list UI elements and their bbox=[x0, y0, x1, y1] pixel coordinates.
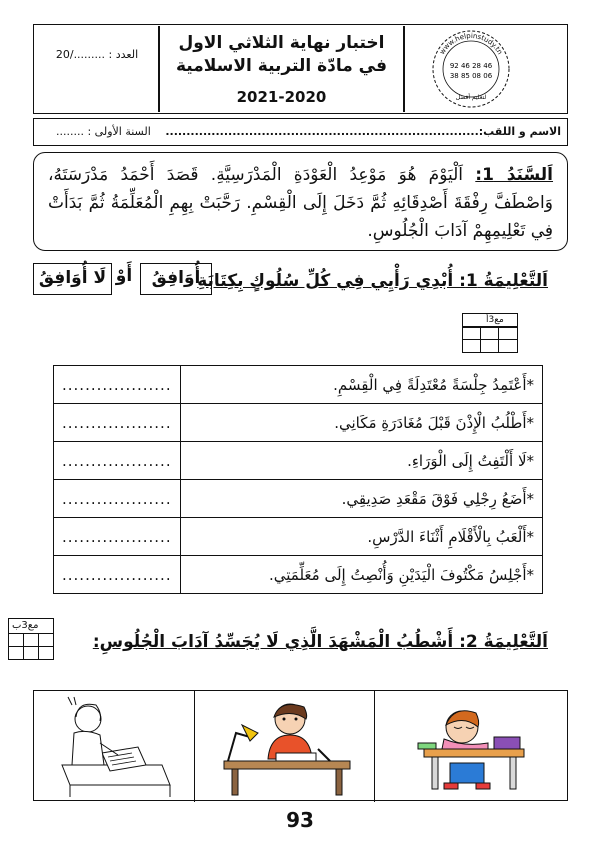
criterion-grid-1 bbox=[462, 313, 518, 353]
or-word: أَوْ bbox=[115, 266, 133, 286]
stamp-logo bbox=[430, 28, 512, 110]
student-name-field[interactable]: الاسم و اللقب:........................................................................... bbox=[165, 125, 561, 138]
header-divider bbox=[403, 26, 405, 112]
answer-blank[interactable]: ................... bbox=[54, 480, 181, 518]
sentence-text: *أَعْتَمِدُ جِلْسَةً مُعْتَدِلَةً فِي الْقِسْمِ. bbox=[180, 366, 542, 404]
class-label[interactable]: السنة الأولى : ........ bbox=[56, 125, 151, 138]
student-info-row bbox=[33, 118, 568, 146]
page-number: 93 bbox=[286, 808, 314, 832]
option-disagree: لَا أُوَافِقُ bbox=[33, 263, 112, 295]
scene-sleeping-child[interactable] bbox=[384, 697, 564, 797]
criterion-grid-2 bbox=[8, 618, 54, 660]
school-year: 2021-2020 bbox=[236, 88, 327, 106]
table-row bbox=[54, 404, 543, 442]
score-label: العدد : ........./20 bbox=[55, 48, 139, 61]
support-body: اَلْيَوْمَ هُوَ مَوْعِدُ الْعَوْدَةِ الْمَدْرَسِيَّةِ. قَصَدَ أَحْمَدُ مَدْرَسَتَهُ، وَاصْطَفَّ رِفْقَةَ أَصْدِقَائِهِ ثُمَّ دَخَلَ إِلَى الْقِسْمِ. رَحَّبَتْ بِهِمِ الْمُعَلِّمَةُ ثُمَّ بَدَأَتْ فِي تَعْلِيمِهِمْ آدَابَ الْجُلُوسِ. bbox=[48, 165, 553, 241]
picture-divider bbox=[194, 691, 195, 802]
option-agree: أُوَافِقُ bbox=[140, 263, 212, 295]
criterion-label-1: مع3أ bbox=[486, 315, 504, 325]
answer-blank[interactable]: ................... bbox=[54, 556, 181, 594]
table-row bbox=[54, 442, 543, 480]
instruction-2: اَلتَّعْلِيمَةُ 2: أَشْطُبُ الْمَشْهَدَ الَّذِي لَا يُجَسِّدُ آدَابَ الْجُلُوسِ: bbox=[92, 632, 548, 652]
support-text bbox=[34, 153, 567, 245]
sentence-text: *أَلْعَبُ بِالْأَقْلَامِ أَثْنَاءَ الدَّرْسِ. bbox=[180, 518, 542, 556]
exam-title: اختبار نهاية الثلاثي الاول bbox=[178, 33, 385, 53]
table-row bbox=[54, 518, 543, 556]
instruction-1: اَلتَّعْلِيمَةُ 1: أُبْدِي رَأْيِي فِي كُلِّ سُلُوكٍ بِكِتَابَةِ bbox=[197, 271, 548, 291]
table-row bbox=[54, 556, 543, 594]
answer-blank[interactable]: ................... bbox=[54, 442, 181, 480]
answer-blank[interactable]: ................... bbox=[54, 366, 181, 404]
answer-blank[interactable]: ................... bbox=[54, 404, 181, 442]
table-row bbox=[54, 366, 543, 404]
logo-phone-1: 92 46 28 46 bbox=[449, 62, 493, 70]
logo-url: www.helpinstudy.tn bbox=[438, 31, 504, 56]
scene-boy-writing[interactable] bbox=[206, 695, 366, 799]
support-text-box bbox=[33, 152, 568, 251]
exam-title-block bbox=[160, 26, 403, 112]
logo-caption: لتعليم أفضل bbox=[455, 94, 487, 101]
answer-blank[interactable]: ................... bbox=[54, 518, 181, 556]
pictures-box bbox=[33, 690, 568, 801]
table-row bbox=[54, 480, 543, 518]
sentences-table bbox=[53, 365, 543, 594]
sentence-text: *أَجْلِسُ مَكْتُوفَ الْيَدَيْنِ وَأُنْصِتُ إِلَى مُعَلِّمَتِي. bbox=[180, 556, 542, 594]
criterion-label-2: مع3ب bbox=[12, 620, 39, 631]
scene-girl-reading[interactable] bbox=[42, 695, 188, 799]
picture-divider bbox=[374, 691, 375, 802]
logo-phone-2: 38 85 08 06 bbox=[449, 72, 493, 80]
sentence-text: *لَا أَلْتَفِتُ إِلَى الْوَرَاءِ. bbox=[180, 442, 542, 480]
support-label: اَلسَّنَدُ 1: bbox=[475, 165, 554, 185]
exam-subject: في مادّة التربية الاسلامية bbox=[176, 56, 387, 76]
sentence-text: *أَطْلُبُ الْإِذْنَ قَبْلَ مُغَادَرَةِ مَكَانِي. bbox=[180, 404, 542, 442]
sentence-text: *أَضَعُ رِجْلِي فَوْقَ مَقْعَدِ صَدِيقِي. bbox=[180, 480, 542, 518]
